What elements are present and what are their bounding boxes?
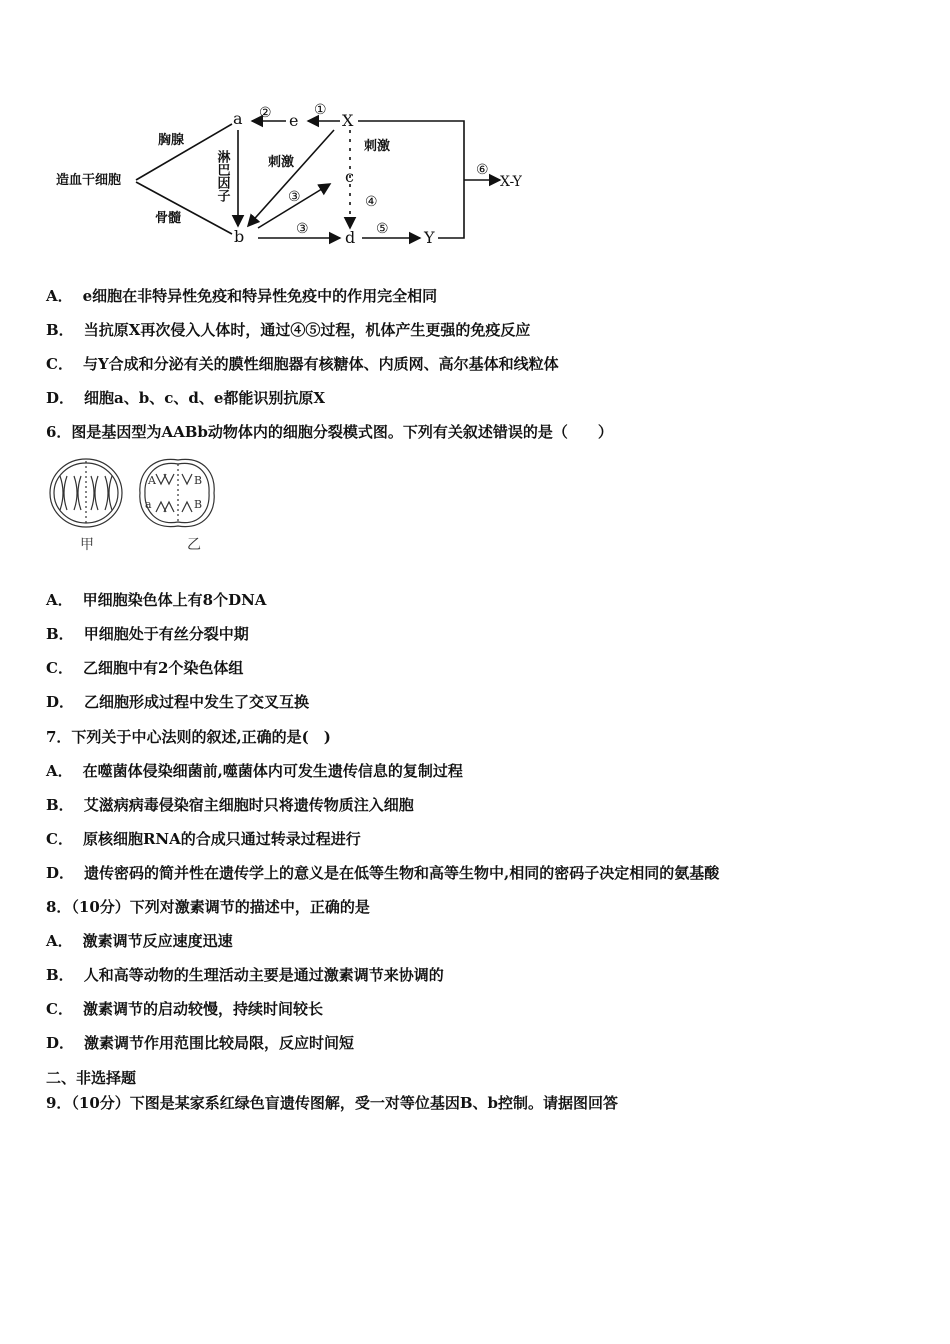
- q8-option-c: C． 激素调节的启动较慢，持续时间较长: [46, 1000, 323, 1018]
- node-x-y: X-Y: [500, 174, 522, 190]
- node-d: d: [345, 228, 356, 247]
- fig-label-jia: 甲: [80, 537, 94, 553]
- q5-option-d: D． 细胞a、b、c、d、e都能识别抗原X: [46, 389, 326, 407]
- q5-option-b: B． 当抗原X再次侵入人体时，通过④⑤过程，机体产生更强的免疫反应: [46, 321, 531, 339]
- q5-option-c: C． 与Y合成和分泌有关的膜性细胞器有核糖体、内质网、高尔基体和线粒体: [46, 355, 559, 373]
- label-thymus: 胸腺: [158, 133, 185, 148]
- q7-option-c: C． 原核细胞RNA的合成只通过转录过程进行: [46, 830, 361, 848]
- step-5: ⑤: [376, 221, 389, 237]
- q5-option-a: A． e细胞在非特异性免疫和特异性免疫中的作用完全相同: [46, 287, 438, 305]
- fig-label-yi: 乙: [187, 537, 201, 553]
- label-stimulate-1: 刺激: [268, 155, 295, 170]
- q8-option-b: B． 人和高等动物的生理活动主要是通过激素调节来协调的: [46, 966, 444, 984]
- q7-option-a: A． 在噬菌体侵染细菌前,噬菌体内可发生遗传信息的复制过程: [46, 762, 463, 780]
- q8-option-a: A． 激素调节反应速度迅速: [46, 932, 233, 950]
- q6-stem: 6．图是基因型为AABb动物体内的细胞分裂模式图。下列有关叙述错误的是（ ）: [46, 423, 613, 441]
- gene-B-bottom: B: [194, 498, 203, 511]
- node-a: a: [233, 109, 243, 128]
- q7-option-d: D． 遗传密码的简并性在遗传学上的意义是在低等生物和高等生物中,相同的密码子决定相同的氨基酸: [46, 864, 720, 882]
- label-lymphokine: 淋巴因子: [214, 150, 230, 202]
- section-heading: 二、非选择题: [46, 1069, 137, 1087]
- step-4: ④: [365, 194, 378, 210]
- label-stimulate-2: 刺激: [364, 139, 391, 154]
- q8-stem: 8．（10分）下列对激素调节的描述中，正确的是: [46, 898, 370, 916]
- step-3b: ③: [296, 221, 309, 237]
- node-e: e: [289, 111, 299, 130]
- immune-diagram: [0, 95, 950, 355]
- label-stem-cell: 造血干细胞: [56, 173, 122, 188]
- q7-option-b: B． 艾滋病病毒侵染宿主细胞时只将遗传物质注入细胞: [46, 796, 414, 814]
- label-bone-marrow: 骨髓: [155, 211, 182, 226]
- node-c: c: [345, 167, 354, 186]
- q9-stem: 9．（10分）下图是某家系红绿色盲遗传图解，受一对等位基因B、b控制。请据图回答: [46, 1094, 618, 1112]
- q6-option-b: B． 甲细胞处于有丝分裂中期: [46, 625, 249, 643]
- step-3a: ③: [288, 189, 301, 205]
- q7-stem: 7．下列关于中心法则的叙述,正确的是( ): [46, 728, 331, 746]
- step-6: ⑥: [476, 162, 489, 178]
- gene-A: A: [148, 474, 156, 487]
- step-2: ②: [259, 105, 272, 121]
- cell-division-figure: [44, 452, 244, 557]
- node-y: Y: [424, 228, 435, 247]
- q6-option-d: D． 乙细胞形成过程中发生了交叉互换: [46, 693, 310, 711]
- node-x: X: [342, 111, 354, 130]
- q8-option-d: D． 激素调节作用范围比较局限，反应时间短: [46, 1034, 355, 1052]
- q6-option-c: C． 乙细胞中有2个染色体组: [46, 659, 244, 677]
- gene-B-top: B: [194, 474, 203, 487]
- node-b: b: [234, 227, 245, 246]
- gene-a: a: [145, 498, 152, 511]
- step-1: ①: [314, 102, 327, 118]
- q6-option-a: A． 甲细胞染色体上有8个DNA: [46, 591, 267, 609]
